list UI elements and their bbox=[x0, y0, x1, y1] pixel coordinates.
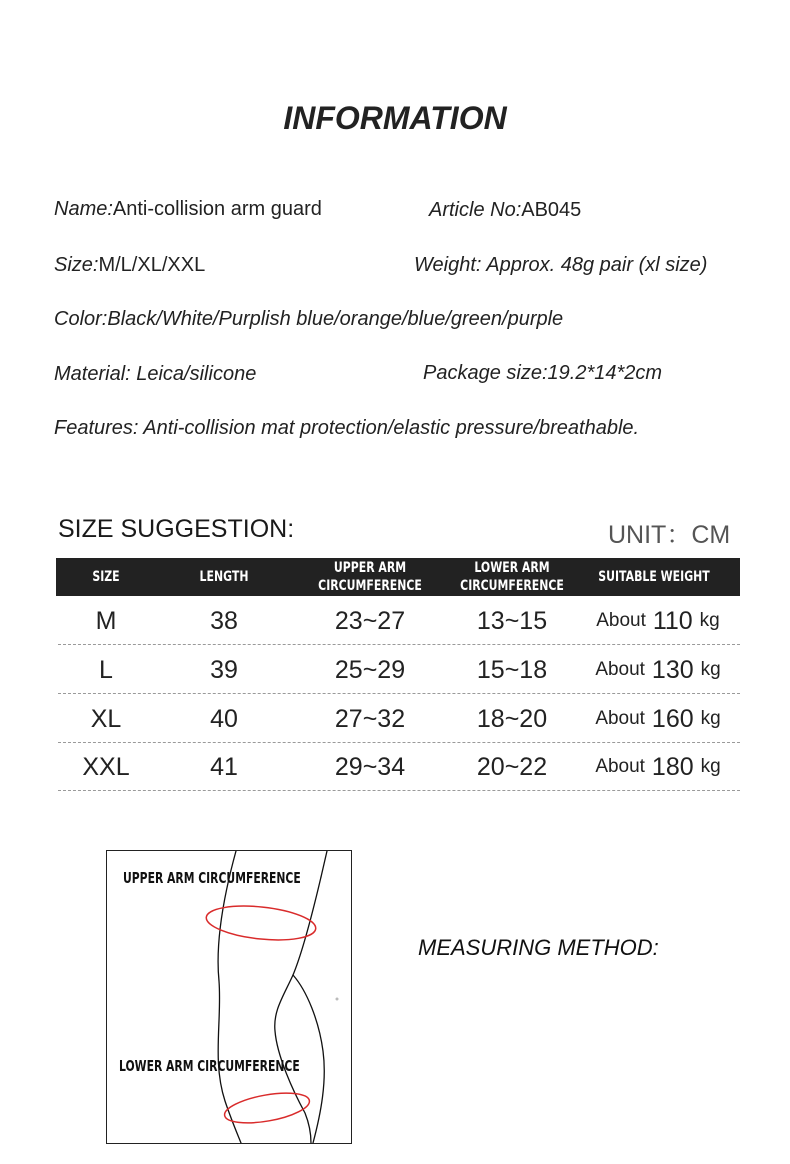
lower-arm-label: LOWER ARM CIRCUMFERENCE bbox=[119, 1057, 300, 1075]
package-line: Package size:19.2*14*2cm bbox=[423, 362, 663, 384]
about-label: About bbox=[595, 659, 645, 680]
about-label: About bbox=[595, 708, 645, 729]
lower-ring bbox=[222, 1088, 311, 1129]
header-upper-line2: CIRCUMFERENCE bbox=[318, 578, 422, 594]
cell-length: 41 bbox=[210, 752, 238, 781]
header-lower-line1: LOWER ARM bbox=[474, 560, 550, 576]
weight-unit: kg bbox=[700, 708, 721, 729]
upper-ring bbox=[205, 901, 318, 944]
header-upper-line1: UPPER ARM bbox=[333, 560, 407, 576]
cell-weight bbox=[576, 743, 740, 791]
about-label: About bbox=[595, 756, 645, 777]
arm-outline-illustration bbox=[107, 851, 351, 1143]
table-row bbox=[56, 597, 740, 645]
cell-weight bbox=[576, 646, 740, 694]
material-line: Material: Leica/silicone bbox=[54, 363, 257, 385]
table-row bbox=[56, 646, 740, 694]
weight-value: 110 bbox=[652, 606, 693, 635]
page-title: INFORMATION bbox=[283, 100, 507, 136]
header-lower-arm bbox=[448, 558, 576, 596]
cell-lower: 18~20 bbox=[476, 704, 548, 733]
features-line: Features: Anti-collision mat protection/elastic pressure/breathable. bbox=[54, 417, 640, 439]
measuring-method-title: MEASURING METHOD: bbox=[418, 935, 659, 960]
size-table-header bbox=[56, 558, 740, 596]
cell-upper: 25~29 bbox=[334, 655, 406, 684]
weight-line: Weight: Approx. 48g pair (xl size) bbox=[414, 254, 708, 276]
size-suggestion-heading: SIZE SUGGESTION: bbox=[58, 515, 295, 543]
about-label: About bbox=[596, 610, 646, 631]
weight-value: 130 bbox=[651, 655, 694, 684]
cell-upper: 27~32 bbox=[334, 704, 406, 733]
row-divider bbox=[58, 644, 740, 645]
weight-value: 180 bbox=[651, 752, 694, 781]
cell-size: M bbox=[95, 606, 117, 635]
cell-upper: 23~27 bbox=[334, 606, 406, 635]
arm-measurement-diagram bbox=[106, 850, 352, 1144]
color-line: Color:Black/White/Purplish blue/orange/blue/green/purple bbox=[54, 308, 564, 330]
cell-length: 40 bbox=[210, 704, 238, 733]
name-label: Name: bbox=[54, 198, 113, 220]
header-size: SIZE bbox=[92, 569, 120, 585]
weight-unit: kg bbox=[700, 756, 721, 777]
cell-lower: 13~15 bbox=[476, 606, 548, 635]
cell-length: 38 bbox=[210, 606, 238, 635]
cell-size: XXL bbox=[82, 752, 130, 781]
article-line bbox=[429, 199, 581, 222]
table-row bbox=[56, 743, 740, 791]
unit-label: UNIT：CM bbox=[608, 521, 731, 549]
table-row bbox=[56, 695, 740, 743]
cell-size: XL bbox=[90, 704, 122, 733]
article-value: AB045 bbox=[521, 199, 582, 221]
upper-arm-label: UPPER ARM CIRCUMFERENCE bbox=[123, 869, 301, 887]
name-value: Anti-collision arm guard bbox=[112, 198, 322, 220]
header-suitable-weight: SUITABLE WEIGHT bbox=[598, 569, 710, 585]
header-lower-line2: CIRCUMFERENCE bbox=[460, 578, 564, 594]
cell-weight bbox=[576, 695, 740, 743]
size-line bbox=[54, 254, 205, 277]
row-divider bbox=[58, 693, 740, 694]
name-line bbox=[54, 198, 322, 221]
cell-length: 39 bbox=[210, 655, 238, 684]
cell-upper: 29~34 bbox=[334, 752, 406, 781]
row-divider bbox=[58, 790, 740, 791]
weight-unit: kg bbox=[699, 610, 720, 631]
weight-value: 160 bbox=[651, 704, 694, 733]
header-length: LENGTH bbox=[199, 569, 249, 585]
cell-lower: 15~18 bbox=[476, 655, 548, 684]
cell-weight bbox=[576, 597, 740, 645]
header-upper-arm bbox=[306, 558, 434, 596]
size-label: Size: bbox=[54, 254, 99, 276]
weight-unit: kg bbox=[700, 659, 721, 680]
article-label: Article No: bbox=[429, 199, 522, 221]
cell-size: L bbox=[99, 655, 113, 684]
cell-lower: 20~22 bbox=[476, 752, 548, 781]
size-value: M/L/XL/XXL bbox=[98, 254, 206, 276]
